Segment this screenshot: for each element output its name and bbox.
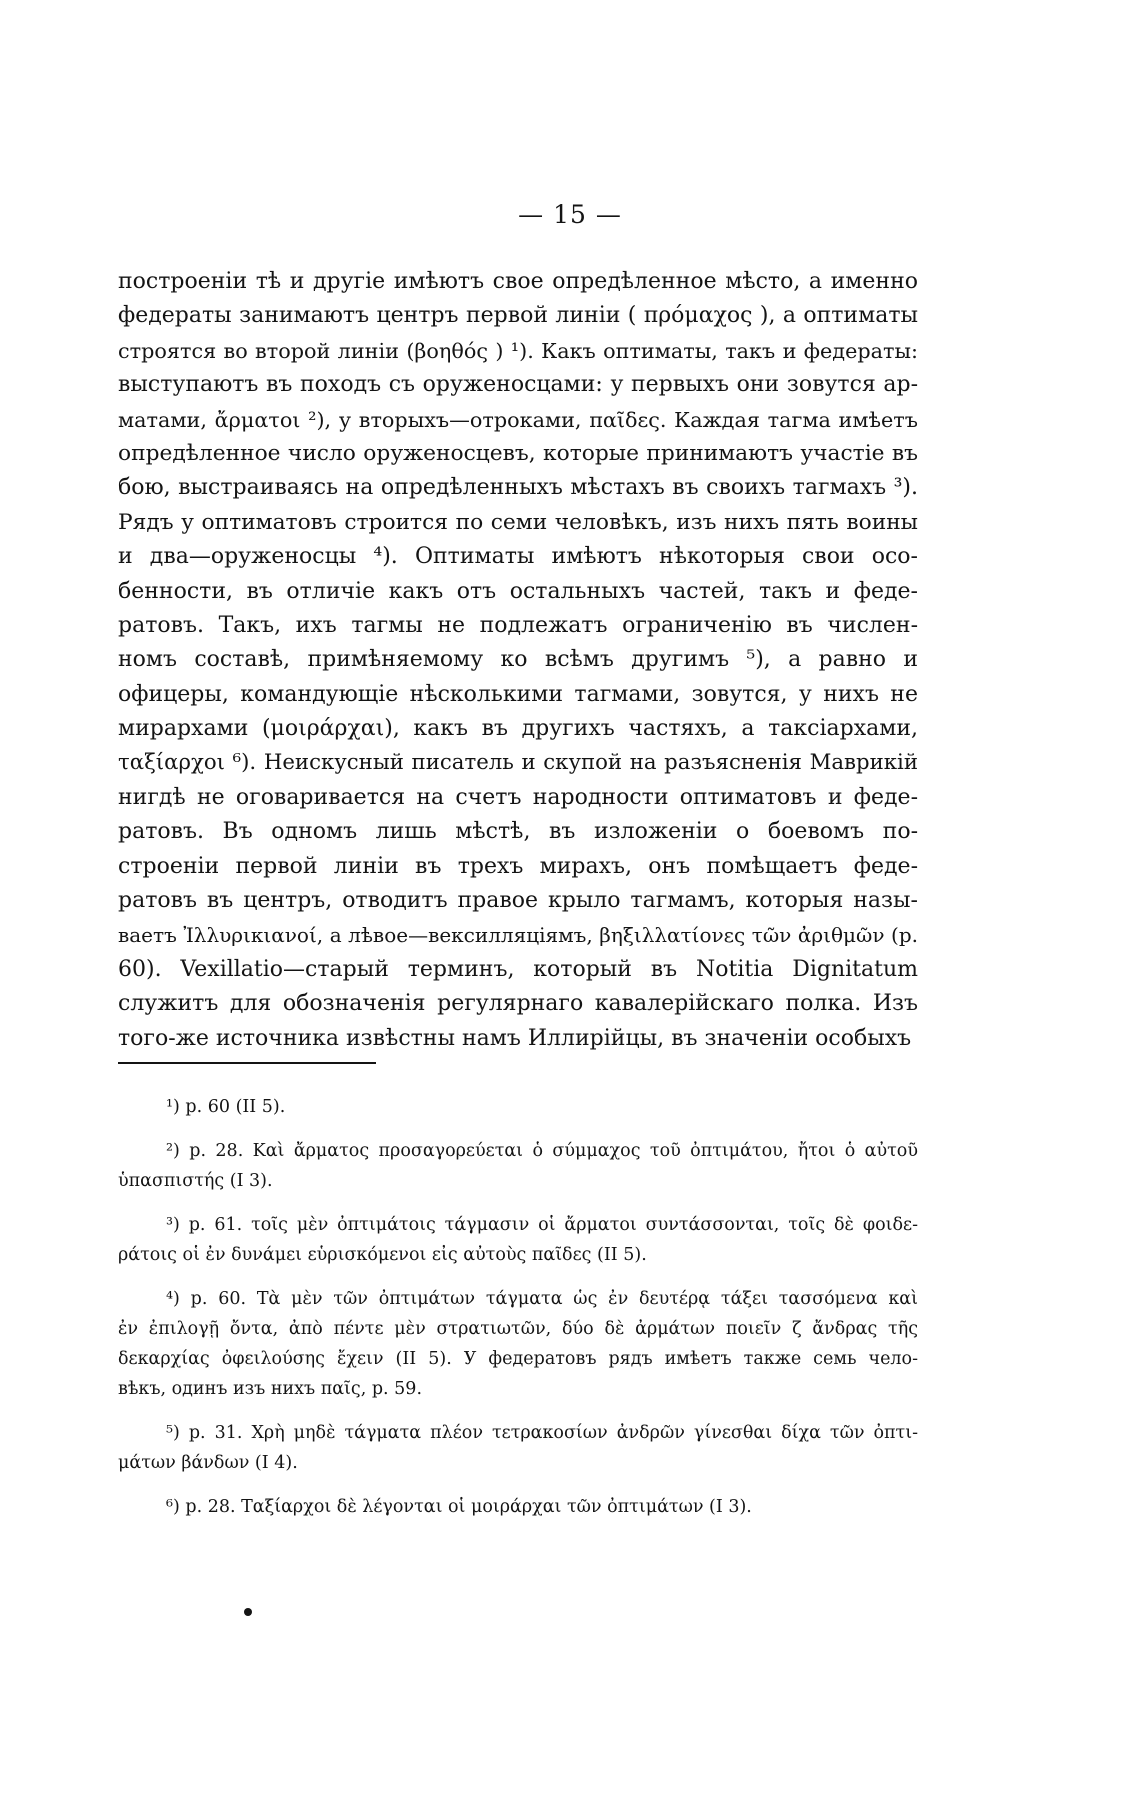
- text-line: мирархами (μοιράρχαι), какъ въ другихъ частяхъ, а таксіархами,: [118, 716, 918, 742]
- text-line: опредѣленное число оруженосцевъ, которые принимаютъ участіе въ: [118, 440, 918, 466]
- text-line: построеніи тѣ и другіе имѣютъ свое опредѣленное мѣсто, а именно: [118, 269, 918, 294]
- main-text: [118, 265, 918, 1056]
- text-line: нигдѣ не оговаривается на счетъ народности оптиматовъ и феде-: [118, 784, 918, 810]
- footnote-line: ὑπασπιστής (I 3).: [118, 1171, 273, 1191]
- page-number: — 15 —: [518, 200, 622, 229]
- footnote-line: δεκαρχίας ὀφειλούσης ἔχειν (II 5). У федератовъ рядъ имѣетъ также семь чело-: [118, 1349, 918, 1369]
- text-line: номъ составѣ, примѣняемому ко всѣмъ другимъ ⁵), а равно и: [118, 647, 918, 673]
- footnote-divider: [118, 1062, 376, 1064]
- footnote-line: ²) p. 28. Καὶ ἄρματος προσαγορεύεται ὁ σύμμαχος τοῦ ὀπτιμάτου, ἤτοι ὁ αὐτοῦ: [166, 1141, 918, 1161]
- footnote-line: ¹) p. 60 (II 5).: [166, 1097, 286, 1117]
- text-line: ратовъ. Такъ, ихъ тагмы не подлежатъ ограниченію въ числен-: [118, 612, 918, 638]
- text-line: 60). Vexillatio—старый терминъ, который въ Notitia Dignitatum: [118, 956, 918, 982]
- footnote-1: [118, 1092, 918, 1122]
- footnote-line: ³) p. 61. τοῖς μὲν ὀπτιμάτοις τάγμασιν οἱ ἄρματοι συντάσσονται, τοῖς δὲ φοιδε-: [166, 1215, 918, 1235]
- text-line: строятся во второй линіи (βοηθός ) ¹). Какъ оптиматы, такъ и федераты:: [118, 338, 918, 363]
- footnote-line: ράτοις οἱ ἐν δυνάμει εὑρισκόμενοι εἰς αὐτοὺς παῖδες (II 5).: [118, 1245, 647, 1265]
- ink-dot-mark: [244, 1608, 252, 1616]
- footnote-3: [118, 1210, 918, 1270]
- text-line: выступаютъ въ походъ съ оруженосцами: у первыхъ они зовутся ар-: [118, 372, 918, 398]
- footnotes: [118, 1092, 918, 1536]
- text-line: ταξίαρχοι ⁶). Неискусный писатель и скупой на разъясненія Маврикій: [118, 750, 918, 776]
- text-line: служитъ для обозначенія регулярнаго кавалерійскаго полка. Изъ: [118, 991, 918, 1017]
- text-line: офицеры, командующіе нѣсколькими тагмами, зовутся, у нихъ не: [118, 681, 918, 707]
- footnote-line: ⁴) p. 60. Τὰ μὲν τῶν ὀπτιμάτων τάγματα ὡς ἐν δευτέρᾳ τάξει τασσόμενα καὶ: [166, 1289, 918, 1309]
- footnote-line: вѣкъ, одинъ изъ нихъ παῖς, p. 59.: [118, 1379, 423, 1399]
- footnote-line: ⁶) p. 28. Ταξίαρχοι δὲ λέγονται οἱ μοιράρχαι τῶν ὀπτιμάτων (I 3).: [166, 1497, 752, 1517]
- text-line: матами, ἄρματοι ²), у вторыхъ—отроками, παῖδες. Каждая тагма имѣетъ: [118, 407, 918, 432]
- footnote-4: [118, 1284, 918, 1404]
- text-line: ратовъ. Въ одномъ лишь мѣстѣ, въ изложеніи о боевомъ по-: [118, 819, 918, 845]
- text-line: ваетъ Ἰλλυρικιανοί, а лѣвое—вексилляціямъ, βηξιλλατίονες τῶν ἀριθμῶν (p.: [118, 923, 918, 948]
- footnote-line: μάτων βάνδων (I 4).: [118, 1453, 298, 1473]
- text-line: бенности, въ отличіе какъ отъ остальныхъ частей, такъ и феде-: [118, 578, 918, 604]
- footnote-line: ⁵) p. 31. Χρὴ μηδὲ τάγματα πλέον τετρακοσίων ἀνδρῶν γίνεσθαι δίχα τῶν ὀπτι-: [166, 1423, 918, 1443]
- footnote-5: [118, 1418, 918, 1478]
- footnote-2: [118, 1136, 918, 1196]
- text-line: строеніи первой линіи въ трехъ мирахъ, онъ помѣщаетъ феде-: [118, 853, 918, 879]
- text-line: того-же источника извѣстны намъ Иллирійцы, въ значеніи особыхъ: [118, 1025, 912, 1051]
- text-line: ратовъ въ центръ, отводитъ правое крыло тагмамъ, которыя назы-: [118, 888, 918, 914]
- footnote-line: ἐν ἐπιλογῇ ὄντα, ἀπὸ πέντε μὲν στρατιωτῶν, δύο δὲ ἀρμάτων ποιεῖν ζ ἄνδρας τῆς: [118, 1319, 918, 1339]
- text-line: и два—оруженосцы ⁴). Оптиматы имѣютъ нѣкоторыя свои осо-: [118, 544, 918, 570]
- text-line: федераты занимаютъ центръ первой линіи ( πρόμαχος ), а оптиматы: [118, 303, 918, 329]
- footnote-6: [118, 1492, 918, 1522]
- text-line: Рядъ у оптиматовъ строится по семи человѣкъ, изъ нихъ пять воины: [118, 509, 918, 535]
- text-line: бою, выстраиваясь на опредѣленныхъ мѣстахъ въ своихъ тагмахъ ³).: [118, 475, 918, 501]
